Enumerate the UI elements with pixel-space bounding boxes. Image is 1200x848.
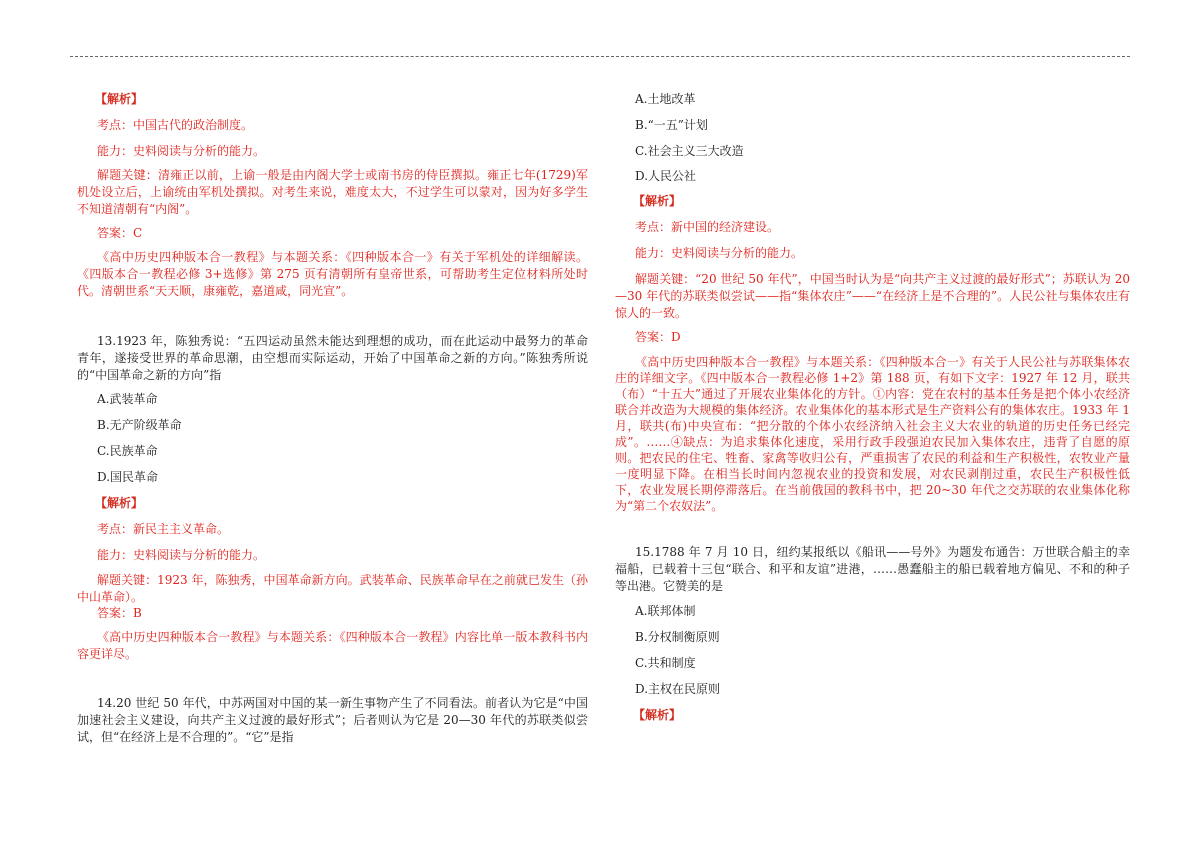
q15-analysis-label: 【解析】	[633, 708, 682, 722]
q13-option-d: D.国民革命	[97, 470, 159, 484]
q14-kaodian: 考点：新中国的经济建设。	[635, 220, 780, 234]
right-column	[615, 0, 1130, 848]
q14-analysis-label: 【解析】	[633, 194, 682, 208]
q12-key: 解题关键：清雍正以前，上谕一般是由内阁大学士或南书房的侍臣撰拟。雍正七年(1729)军机处设立后，上谕统由军机处撰拟。对考生来说，难度太大，不过学生可以蒙对，因为好多学生不知道清朝有“内阁”。	[77, 168, 588, 216]
q12-analysis-label: 【解析】	[95, 92, 144, 106]
q13-nengli: 能力：史料阅读与分析的能力。	[97, 548, 266, 562]
q12-kaodian: 考点：中国古代的政治制度。	[97, 118, 254, 132]
q12-relation: 《高中历史四种版本合一教程》与本题关系：《四种版本合一》有关于军机处的详细解读。《四版本合一教程必修 3+选修》第 275 页有清朝所有皇帝世系，可帮助考生定位材料所处时代。清朝世系“天天顺，康雍乾，嘉道咸，同光宣”。	[77, 250, 588, 298]
q12-nengli: 能力：史料阅读与分析的能力。	[97, 144, 266, 158]
q14-stem: 14.20 世纪 50 年代，中苏两国对中国的某一新生事物产生了不同看法。前者认为它是“中国加速社会主义建设，向共产主义过渡的最好形式”；后者则认为它是 20—30 年代的苏联类似尝试，但“在经济上是不合理的”。“它”是指	[77, 696, 588, 744]
q13-relation: 《高中历史四种版本合一教程》与本题关系：《四种版本合一教程》内容比单一版本教科书内容更详尽。	[77, 630, 588, 661]
q15-option-c: C.共和制度	[635, 656, 696, 670]
q14-nengli: 能力：史料阅读与分析的能力。	[635, 246, 804, 260]
q13-kaodian: 考点：新民主主义革命。	[97, 522, 230, 536]
q13-stem: 13.1923 年，陈独秀说：“五四运动虽然未能达到理想的成功，而在此运动中最努力的革命青年，遂接受世界的革命思潮，由空想而实际运动，开始了中国革命之新的方向。”陈独秀所说的“中国革命之新的方向”指	[77, 334, 588, 382]
q15-option-a: A.联邦体制	[635, 604, 696, 618]
left-column	[77, 0, 588, 848]
q13-key: 解题关键：1923 年，陈独秀，中国革命新方向。武装革命、民族革命早在之前就已发生（孙中山革命）。	[77, 573, 588, 604]
q13-analysis-label: 【解析】	[95, 496, 144, 510]
q12-answer: 答案：C	[97, 226, 143, 240]
q13-answer: 答案：B	[97, 606, 142, 620]
q15-option-d: D.主权在民原则	[635, 682, 721, 696]
q13-option-a: A.武装革命	[97, 392, 158, 406]
q13-option-b: B.无产阶级革命	[97, 418, 182, 432]
q15-option-b: B.分权制衡原则	[635, 630, 720, 644]
q15-stem: 15.1788 年 7 月 10 日，纽约某报纸以《船讯——号外》为题发布通告：万世联合船主的幸福船，已载着十三包“联合、和平和友谊”进港，……愚蠢船主的船已载着地方偏见、不和的种子等出港。它赞美的是	[615, 545, 1130, 593]
q14-key: 解题关键：“20 世纪 50 年代”，中国当时认为是“向共产主义过渡的最好形式”；苏联认为 20—30 年代的苏联类似尝试——指“集体农庄”——“在经济上是不合理的”。人民公社与集体农庄有惊人的一致。	[615, 272, 1130, 320]
q14-relation: 《高中历史四种版本合一教程》与本题关系：《四种版本合一》有关于人民公社与苏联集体农庄的详细文字。《四中版本合一教程必修 1+2》第 188 页，有如下文字：1927 年 12 月，联共（布）“十五大”通过了开展农业集体化的方针。①内容：党在农村的基本任务是把个体小农经济联合并改造为大规模的集体经济。农业集体化的基本形式是生产资料公有的集体农庄。1933 年 1 月，联共(布)中央宣布：“把分散的个体小农经济纳入社会主义大农业的轨道的历史任务已经完成”。……④缺点：为追求集体化速度，采用行政手段强迫农民加入集体农庄，违背了自愿的原则。把农民的住宅、牲畜、家禽等收归公有，严重损害了农民的利益和生产积极性，农牧业产量一度明显下降。在相当长时间内忽视农业的投资和发展，对农民剥削过重，农民生产积极性低下，农业发展长期停滞落后。在当前俄国的教科书中，把 20~30 年代之交苏联的农业集体化称为“第二个农奴法”。	[615, 355, 1130, 513]
q14-option-d: D.人民公社	[635, 169, 697, 183]
q14-option-b: B.“一五”计划	[635, 118, 708, 132]
q14-option-a: A.土地改革	[635, 92, 696, 106]
q13-option-c: C.民族革命	[97, 444, 158, 458]
q14-answer: 答案：D	[635, 330, 681, 344]
q14-option-c: C.社会主义三大改造	[635, 144, 744, 158]
